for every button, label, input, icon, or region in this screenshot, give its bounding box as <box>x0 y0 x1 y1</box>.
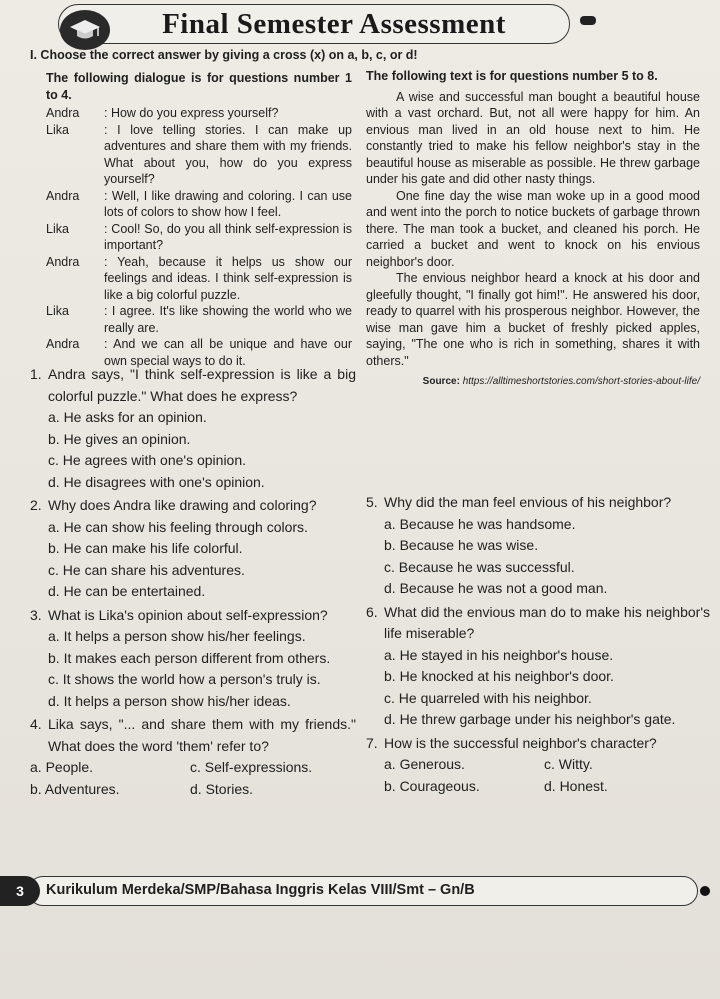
answer-option[interactable]: d. He can be entertained. <box>48 583 206 599</box>
question-text: Andra says, "I think self-expression is like a big colorful puzzle." What does he express? <box>48 366 356 404</box>
source-url: https://alltimeshortstories.com/short-stories-about-life/ <box>462 376 700 387</box>
question-item <box>30 364 356 493</box>
answer-option[interactable]: a. He stayed in his neighbor's house. <box>384 646 614 663</box>
dialogue-line <box>46 188 352 221</box>
speaker-name: Lika <box>46 221 69 236</box>
answer-option[interactable]: d. Honest. <box>544 777 608 794</box>
answer-option[interactable]: b. He gives an opinion. <box>48 430 191 447</box>
question-text: How is the successful neighbor's character? <box>384 734 657 751</box>
utterance: : I agree. It's like showing the world who we really are. <box>104 304 352 335</box>
instruction: I. Choose the correct answer by giving a cross (x) on a, b, c, or d! <box>30 48 418 62</box>
speaker-name: Andra <box>46 106 80 120</box>
question-text: Why did the man feel envious of his neighbor? <box>384 494 672 510</box>
question-item <box>366 733 710 798</box>
footer-dot <box>700 886 710 896</box>
answer-option[interactable]: d. He disagrees with one's opinion. <box>48 473 265 490</box>
page-title: Final Semester Assessment <box>162 7 506 40</box>
question-number: 1. <box>30 366 42 382</box>
source-citation <box>366 375 700 388</box>
answer-option[interactable]: a. It helps a person show his/her feelings. <box>48 628 306 644</box>
question-item <box>30 605 356 713</box>
speaker-name: Andra <box>46 254 80 269</box>
answer-option[interactable]: a. Generous. <box>384 756 465 772</box>
answer-option[interactable]: d. Because he was not a good man. <box>384 580 608 596</box>
story-paragraph-3: The envious neighbor heard a knock at his door and gleefully thought, "I finally got him!". He answered his door, ready to quarrel with his prosperous neighbor. However, the wise man gave him a bucket of freshly picked apples, saying, "The one who is rich in something, shares it with others." <box>366 271 700 368</box>
dialogue-line <box>46 105 352 122</box>
answer-option[interactable]: d. Stories. <box>190 780 254 797</box>
story-paragraph-2: One fine day the wise man woke up in a good mood and went into the porch to notice buckets of garbage thrown there. The man took a bucket, and cleaned his porch. He carried a bucket and went to knock on his envious neighbor's door. <box>366 188 700 269</box>
answer-option[interactable]: c. It shows the world how a person's truly is. <box>48 671 321 687</box>
footer-text: Kurikulum Merdeka/SMP/Bahasa Inggris Kelas VIII/Smt – Gn/B <box>46 882 475 898</box>
answer-option[interactable]: a. He asks for an opinion. <box>48 409 207 425</box>
question-item <box>30 495 356 603</box>
question-item <box>30 714 356 800</box>
answer-option[interactable]: a. He can show his feeling through colors. <box>48 518 308 535</box>
dialogue-line <box>46 122 352 188</box>
title-banner <box>58 4 570 44</box>
answer-option[interactable]: c. He can share his adventures. <box>48 561 245 578</box>
speaker-name: Andra <box>46 337 80 351</box>
answer-option[interactable]: c. He quarreled with his neighbor. <box>384 689 592 706</box>
question-number: 3. <box>30 606 42 623</box>
utterance: : I love telling stories. I can make up adventures and share them with my friends. What about you, how do you express yourself? <box>104 122 352 186</box>
question-item <box>366 602 710 731</box>
answer-option[interactable]: b. Because he was wise. <box>384 537 539 553</box>
answer-option[interactable]: c. Self-expressions. <box>190 759 313 775</box>
question-item <box>366 492 710 600</box>
question-number: 2. <box>30 497 42 513</box>
questions-left <box>30 364 356 800</box>
story-paragraph-1: A wise and successful man bought a beautiful house with a vast orchard. But, not all were happy for him. An envious man lived in an old house next to him. He constantly tried to make his fellow neighbor's stay in the beautiful house as miserable as possible. He threw garbage under his gate and did other nasty things. <box>366 89 700 186</box>
answer-option[interactable]: d. It helps a person show his/her ideas. <box>48 692 291 709</box>
question-number: 5. <box>366 494 378 510</box>
dialogue-intro: The following dialogue is for questions number 1 to 4. <box>46 71 352 102</box>
question-text: Why does Andra like drawing and coloring? <box>48 497 317 513</box>
dialogue-line <box>46 303 352 336</box>
utterance: : Well, I like drawing and coloring. I can use lots of colors to show how I feel. <box>104 188 352 219</box>
speaker-name: Lika <box>46 122 69 137</box>
answer-option[interactable]: c. Because he was successful. <box>384 558 575 575</box>
utterance: : How do you express yourself? <box>104 106 279 120</box>
text-intro: The following text is for questions number 5 to 8. <box>366 69 658 83</box>
answer-option[interactable]: b. He can make his life colorful. <box>48 540 243 556</box>
page-number: 3 <box>0 876 40 906</box>
question-text: Lika says, "... and share them with my friends." What does the word 'them' refer to? <box>48 716 356 754</box>
answer-option[interactable]: c. He agrees with one's opinion. <box>48 452 247 468</box>
answer-option[interactable]: d. He threw garbage under his neighbor's gate. <box>384 711 676 727</box>
dialogue-line <box>46 221 352 254</box>
answer-option[interactable]: a. People. <box>30 759 94 775</box>
question-text: What is Lika's opinion about self-expression? <box>48 606 328 623</box>
question-text: What did the envious man do to make his neighbor's life miserable? <box>384 603 710 641</box>
speaker-name: Andra <box>46 188 80 203</box>
answer-option[interactable]: a. Because he was handsome. <box>384 515 576 532</box>
dialogue-section <box>46 70 352 369</box>
answer-option[interactable]: b. Courageous. <box>384 777 480 794</box>
answer-option[interactable]: b. Adventures. <box>30 780 120 797</box>
story-section <box>366 68 700 388</box>
speaker-name: Lika <box>46 304 69 318</box>
header-dot <box>580 16 596 25</box>
questions-right <box>366 492 710 797</box>
answer-option[interactable]: b. He knocked at his neighbor's door. <box>384 668 614 684</box>
graduation-cap-icon <box>60 10 110 50</box>
question-number: 7. <box>366 734 378 751</box>
question-number: 4. <box>30 716 42 732</box>
answer-option[interactable]: b. It makes each person different from others. <box>48 649 331 666</box>
source-label: Source: <box>422 376 460 387</box>
dialogue-line <box>46 254 352 304</box>
utterance: : And we can all be unique and have our own special ways to do it. <box>104 337 352 368</box>
question-number: 6. <box>366 603 378 620</box>
footer <box>0 876 720 906</box>
utterance: : Cool! So, do you all think self-expression is important? <box>104 221 352 252</box>
utterance: : Yeah, because it helps us show our feelings and ideas. I think self-expression is like a big colorful puzzle. <box>104 254 352 302</box>
answer-option[interactable]: c. Witty. <box>544 756 593 772</box>
